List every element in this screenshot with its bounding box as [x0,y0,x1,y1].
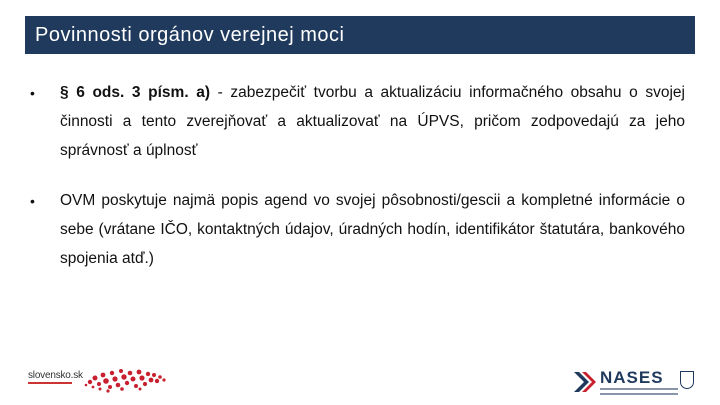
slovakia-map-icon [80,360,170,400]
logo-underline [28,382,72,384]
nases-logo-text: NASES [600,368,664,387]
slide-title: Povinnosti orgánov verejnej moci [35,23,345,46]
nases-logo [572,368,702,400]
bullet-text [60,78,685,165]
bullet-marker: • [30,193,35,209]
state-crest-icon [680,371,694,389]
logo-tagline-line [600,388,678,390]
bullet-item [30,186,685,273]
bullet-item [30,78,685,165]
bullet-text [60,186,685,273]
bullet-list [30,78,685,294]
bullet-body: OVM poskytuje najmä popis agend vo svojej pôsobnosti/gescii a kompletné informácie o sebe (vrátane IČO, kontaktných údajov, úradných hodín, identifikátor štatutára, bankového spojenia atď.) [60,192,685,267]
legal-reference: § 6 ods. 3 písm. a) [60,84,211,101]
bullet-marker: • [30,85,35,101]
bullet-body: - zabezpečiť tvorbu a aktualizáciu informačného obsahu o svojej činnosti a tento zverejňovať a aktualizovať na ÚPVS, pričom zodpovedajú za jeho správnosť a úplnosť [60,84,686,159]
slovensko-sk-logo-text: slovensko.sk [28,370,83,381]
logo-tagline-line [600,393,678,395]
nases-emblem-icon [572,368,598,396]
slide-title-bar [25,16,695,54]
slovensko-sk-logo [28,360,178,400]
